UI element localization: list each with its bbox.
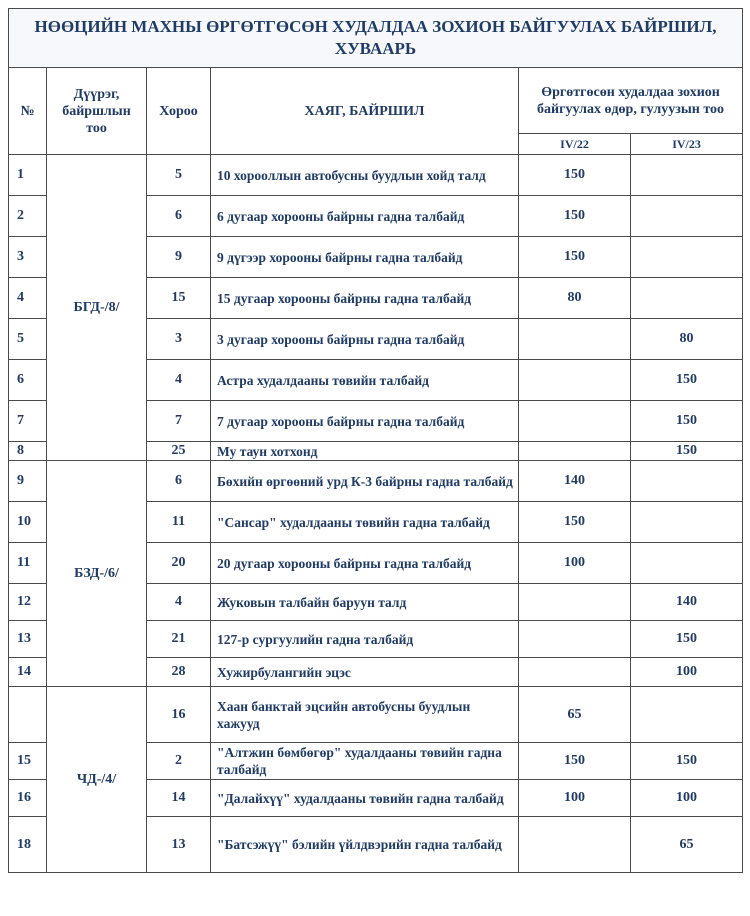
- row-number: 13: [9, 621, 47, 658]
- date2-count-cell: 150: [631, 442, 743, 461]
- row-number: 7: [9, 401, 47, 442]
- row-number: 4: [9, 278, 47, 319]
- address-cell: 127-р сургуулийн гадна талбайд: [211, 621, 519, 658]
- address-cell: "Сансар" худалдааны төвийн гадна талбайд: [211, 502, 519, 543]
- address-cell: "Далайхүү" худалдааны төвийн гадна талбайд: [211, 780, 519, 817]
- address-cell: Астра худалдааны төвийн талбайд: [211, 360, 519, 401]
- date1-count-cell: [519, 360, 631, 401]
- date2-count-cell: 65: [631, 817, 743, 873]
- header-dates: Өргөтгөсөн худалдаа зохион байгуулах өдөр, гулуузын тоо: [519, 68, 743, 134]
- address-cell: Му таун хотхонд: [211, 442, 519, 461]
- date2-count-cell: [631, 543, 743, 584]
- table-row: [9, 155, 743, 196]
- table-row: [9, 461, 743, 502]
- date2-count-cell: [631, 278, 743, 319]
- khoroo-cell: 15: [147, 278, 211, 319]
- schedule-table: [8, 8, 743, 873]
- date1-count-cell: 80: [519, 278, 631, 319]
- document-title: НӨӨЦИЙН МАХНЫ ӨРГӨТГӨСӨН ХУДАЛДАА ЗОХИОН БАЙГУУЛАХ БАЙРШИЛ, ХУВААРЬ: [9, 9, 743, 68]
- row-number: 3: [9, 237, 47, 278]
- date2-count-cell: 150: [631, 401, 743, 442]
- row-number: 11: [9, 543, 47, 584]
- khoroo-cell: 2: [147, 743, 211, 780]
- khoroo-cell: 14: [147, 780, 211, 817]
- khoroo-cell: 4: [147, 584, 211, 621]
- date1-count-cell: 100: [519, 780, 631, 817]
- table-row: [9, 687, 743, 743]
- address-cell: 3 дугаар хорооны байрны гадна талбайд: [211, 319, 519, 360]
- date1-count-cell: [519, 584, 631, 621]
- header-date-1: IV/22: [519, 134, 631, 155]
- khoroo-cell: 25: [147, 442, 211, 461]
- district-cell: ЧД-/4/: [47, 687, 147, 873]
- date1-count-cell: 140: [519, 461, 631, 502]
- date1-count-cell: 150: [519, 502, 631, 543]
- date1-count-cell: [519, 319, 631, 360]
- row-number: 9: [9, 461, 47, 502]
- header-district: Дүүрэг, байршлын тоо: [47, 68, 147, 155]
- khoroo-cell: 6: [147, 196, 211, 237]
- date2-count-cell: 150: [631, 743, 743, 780]
- address-cell: Хужирбулангийн эцэс: [211, 658, 519, 687]
- date2-count-cell: 140: [631, 584, 743, 621]
- date1-count-cell: [519, 621, 631, 658]
- date1-count-cell: 65: [519, 687, 631, 743]
- row-number: 10: [9, 502, 47, 543]
- date2-count-cell: 100: [631, 780, 743, 817]
- date2-count-cell: 80: [631, 319, 743, 360]
- date1-count-cell: 150: [519, 743, 631, 780]
- row-number: 5: [9, 319, 47, 360]
- khoroo-cell: 21: [147, 621, 211, 658]
- date1-count-cell: [519, 658, 631, 687]
- address-cell: 15 дугаар хорооны байрны гадна талбайд: [211, 278, 519, 319]
- address-cell: 9 дүгээр хорооны байрны гадна талбайд: [211, 237, 519, 278]
- khoroo-cell: 3: [147, 319, 211, 360]
- khoroo-cell: 13: [147, 817, 211, 873]
- address-cell: 6 дугаар хорооны байрны гадна талбайд: [211, 196, 519, 237]
- row-number: 16: [9, 780, 47, 817]
- date2-count-cell: [631, 461, 743, 502]
- date1-count-cell: 150: [519, 155, 631, 196]
- address-cell: 7 дугаар хорооны байрны гадна талбайд: [211, 401, 519, 442]
- date1-count-cell: [519, 817, 631, 873]
- address-cell: 20 дугаар хорооны байрны гадна талбайд: [211, 543, 519, 584]
- date2-count-cell: [631, 237, 743, 278]
- date2-count-cell: [631, 687, 743, 743]
- address-cell: Бөхийн өргөөний урд К-3 байрны гадна талбайд: [211, 461, 519, 502]
- khoroo-cell: 28: [147, 658, 211, 687]
- district-cell: БГД-/8/: [47, 155, 147, 461]
- date2-count-cell: 150: [631, 621, 743, 658]
- row-number: [9, 687, 47, 743]
- row-number: 12: [9, 584, 47, 621]
- address-cell: "Батсэжүү" бэлийн үйлдвэрийн гадна талбайд: [211, 817, 519, 873]
- row-number: 6: [9, 360, 47, 401]
- row-number: 18: [9, 817, 47, 873]
- date1-count-cell: 150: [519, 196, 631, 237]
- date1-count-cell: [519, 401, 631, 442]
- address-cell: Жуковын талбайн баруун талд: [211, 584, 519, 621]
- table-body: [9, 155, 743, 873]
- address-cell: 10 хорооллын автобусны буудлын хойд талд: [211, 155, 519, 196]
- row-number: 2: [9, 196, 47, 237]
- khoroo-cell: 6: [147, 461, 211, 502]
- khoroo-cell: 9: [147, 237, 211, 278]
- address-cell: Хаан банктай эцсийн автобусны буудлын хажууд: [211, 687, 519, 743]
- khoroo-cell: 7: [147, 401, 211, 442]
- header-number: №: [9, 68, 47, 155]
- khoroo-cell: 5: [147, 155, 211, 196]
- khoroo-cell: 11: [147, 502, 211, 543]
- row-number: 15: [9, 743, 47, 780]
- row-number: 1: [9, 155, 47, 196]
- date1-count-cell: [519, 442, 631, 461]
- date2-count-cell: 100: [631, 658, 743, 687]
- khoroo-cell: 4: [147, 360, 211, 401]
- date1-count-cell: 100: [519, 543, 631, 584]
- khoroo-cell: 16: [147, 687, 211, 743]
- row-number: 14: [9, 658, 47, 687]
- header-address: ХАЯГ, БАЙРШИЛ: [211, 68, 519, 155]
- schedule-sheet: [8, 8, 742, 908]
- header-date-2: IV/23: [631, 134, 743, 155]
- date1-count-cell: 150: [519, 237, 631, 278]
- date2-count-cell: [631, 502, 743, 543]
- date2-count-cell: 150: [631, 360, 743, 401]
- row-number: 8: [9, 442, 47, 461]
- khoroo-cell: 20: [147, 543, 211, 584]
- date2-count-cell: [631, 196, 743, 237]
- date2-count-cell: [631, 155, 743, 196]
- district-cell: БЗД-/6/: [47, 461, 147, 687]
- header-khoroo: Хороо: [147, 68, 211, 155]
- address-cell: "Алтжин бөмбөгөр" худалдааны төвийн гадна талбайд: [211, 743, 519, 780]
